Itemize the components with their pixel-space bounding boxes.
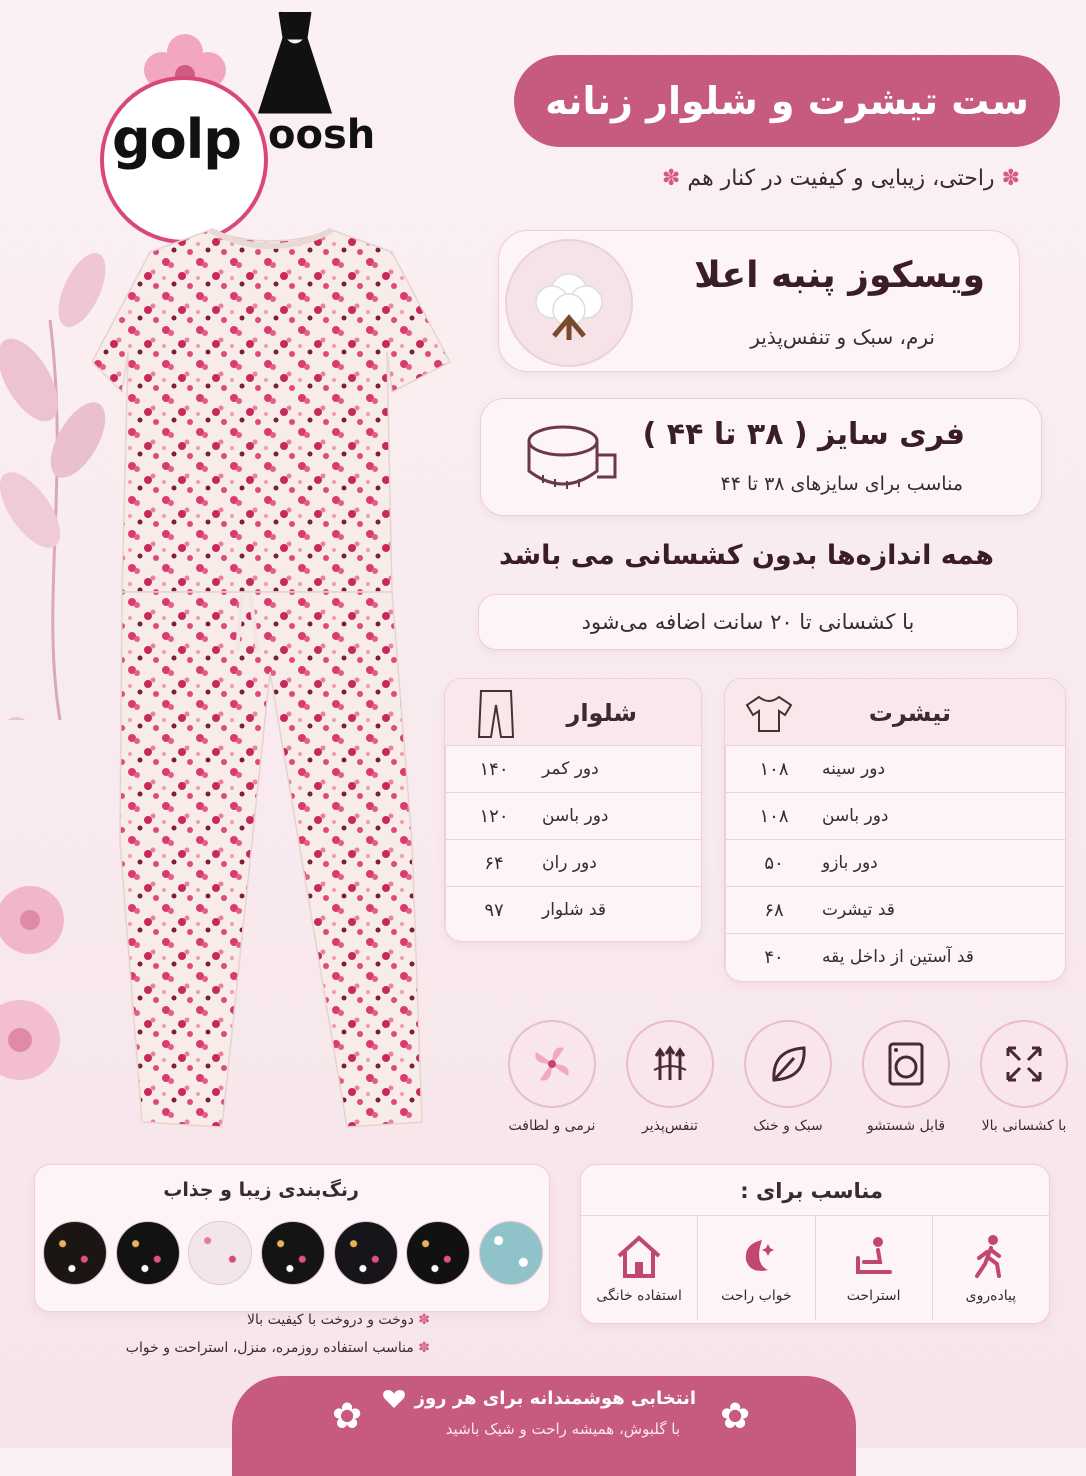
soft-swirl-icon <box>508 1020 596 1108</box>
expand-arrows-icon <box>980 1020 1068 1108</box>
walking-icon <box>967 1232 1015 1280</box>
flower-right-icon: ✿ <box>720 1396 751 1437</box>
fabric-card <box>498 230 1020 372</box>
tape-measure-icon <box>523 419 619 495</box>
stretch-heading: همه اندازه‌ها بدون کشسانی می باشد <box>498 540 994 571</box>
color-swatch[interactable] <box>406 1221 470 1285</box>
table-row <box>725 792 1065 839</box>
row-label: دور بازو <box>822 853 878 873</box>
suitable-label: استفاده خانگی <box>596 1288 682 1304</box>
colors-card <box>34 1164 550 1312</box>
color-note-1-text: دوخت و دروخت با کیفیت بالا <box>246 1312 414 1328</box>
row-value: ۱۰۸ <box>725 793 822 839</box>
feature-item <box>738 1020 838 1134</box>
page-title: ست تیشرت و شلوار زنانه <box>514 55 1060 147</box>
flower-bullet-icon: ✽ <box>413 1340 430 1356</box>
row-value: ۶۴ <box>445 840 542 886</box>
features-row <box>474 1020 1074 1134</box>
pants-size-table <box>444 678 702 942</box>
flower-bullet-icon: ✽ <box>661 166 681 191</box>
flower-bullet-icon: ✽ <box>1001 166 1020 191</box>
flower-bullet-icon: ✽ <box>413 1312 430 1328</box>
cotton-icon <box>505 239 633 367</box>
pants-table-title: شلوار <box>566 699 637 727</box>
suitable-item <box>581 1216 697 1320</box>
table-row <box>445 839 701 886</box>
swatch-row <box>43 1221 543 1285</box>
house-icon <box>615 1232 663 1280</box>
suitable-label: استراحت <box>846 1288 901 1304</box>
row-label: قد تیشرت <box>822 900 895 920</box>
fabric-desc: نرم، سبک و تنفس‌پذیر <box>750 325 935 349</box>
logo-dress-icon <box>250 8 340 122</box>
colors-title: رنگ‌بندی زیبا و جذاب <box>163 1179 359 1201</box>
leaf-icon <box>744 1020 832 1108</box>
row-value: ۵۰ <box>725 840 822 886</box>
tshirt-table-title: تیشرت <box>868 699 951 727</box>
pants-table-header <box>445 679 701 745</box>
table-row <box>445 745 701 792</box>
flower-decoration <box>0 860 90 1100</box>
row-label: دور باسن <box>822 806 889 826</box>
moon-stars-icon <box>732 1232 780 1280</box>
feature-label: با کشسانی بالا <box>981 1118 1067 1134</box>
row-value: ۴۰ <box>725 934 822 980</box>
suitable-card <box>580 1164 1050 1324</box>
color-swatch[interactable] <box>479 1221 543 1285</box>
subtitle-row <box>540 166 1020 191</box>
footer-line-1: انتخابی هوشمندانه برای هر روز <box>414 1388 696 1409</box>
row-label: دور کمر <box>542 759 599 779</box>
feature-item <box>974 1020 1074 1134</box>
row-label: دور ران <box>542 853 597 873</box>
row-label: دور سینه <box>822 759 886 779</box>
flower-left-icon: ✿ <box>332 1396 363 1437</box>
suitable-row <box>581 1215 1049 1320</box>
row-value: ۶۸ <box>725 887 822 933</box>
size-title: فری سایز ( ۳۸ تا ۴۴ ) <box>642 417 965 452</box>
table-row <box>445 792 701 839</box>
stretch-note: با کشسانی تا ۲۰ سانت اضافه می‌شود <box>478 594 1018 650</box>
color-swatch[interactable] <box>261 1221 325 1285</box>
suitable-item <box>932 1216 1049 1320</box>
row-label: قد آستین از داخل یقه <box>822 947 974 967</box>
suitable-item <box>815 1216 932 1320</box>
feature-item <box>502 1020 602 1134</box>
row-label: دور باسن <box>542 806 609 826</box>
subtitle-text: راحتی، زیبایی و کیفیت در کنار هم <box>687 166 995 191</box>
feature-label: تنفس‌پذیر <box>642 1118 698 1134</box>
table-row <box>725 933 1065 980</box>
color-note-1 <box>247 1312 430 1328</box>
tshirt-table-header <box>725 679 1065 745</box>
pajama-set-image <box>92 222 452 1142</box>
feature-label: قابل شستشو <box>866 1118 946 1134</box>
resting-icon <box>850 1232 898 1280</box>
suitable-item <box>697 1216 814 1320</box>
color-swatch[interactable] <box>334 1221 398 1285</box>
tshirt-size-table <box>724 678 1066 982</box>
table-row <box>445 886 701 933</box>
tshirt-icon <box>743 693 795 735</box>
feature-item <box>856 1020 956 1134</box>
color-note-2 <box>126 1340 430 1356</box>
logo-text-oosh: oosh <box>268 112 376 158</box>
row-value: ۱۰۸ <box>725 746 822 792</box>
table-row <box>725 839 1065 886</box>
color-swatch[interactable] <box>188 1221 252 1285</box>
footer-line-2: با گلبوش، همیشه راحت و شیک باشید <box>445 1420 680 1438</box>
color-note-2-text: مناسب استفاده روزمره، منزل، استراحت و خواب <box>125 1340 414 1356</box>
suitable-label: پیاده‌روی <box>965 1288 1017 1304</box>
pants-icon <box>475 687 517 741</box>
washing-machine-icon <box>862 1020 950 1108</box>
feature-item <box>620 1020 720 1134</box>
row-value: ۹۷ <box>445 887 542 933</box>
suitable-label: خواب راحت <box>721 1288 792 1304</box>
footer-banner <box>232 1376 856 1476</box>
feature-label: سبک و خنک <box>753 1118 823 1134</box>
size-card <box>480 398 1042 516</box>
row-value: ۱۴۰ <box>445 746 542 792</box>
heart-icon <box>382 1388 406 1410</box>
feature-label: نرمی و لطافت <box>508 1118 596 1134</box>
row-value: ۱۲۰ <box>445 793 542 839</box>
suitable-title: مناسب برای : <box>740 1179 883 1203</box>
table-row <box>725 886 1065 933</box>
color-swatch[interactable] <box>116 1221 180 1285</box>
logo-text-golp: golp <box>112 108 241 171</box>
fabric-title: ویسکوز پنبه اعلا <box>694 255 985 296</box>
airflow-icon <box>626 1020 714 1108</box>
color-swatch[interactable] <box>43 1221 107 1285</box>
size-desc: مناسب برای سایزهای ۳۸ تا ۴۴ <box>720 473 963 495</box>
row-label: قد شلوار <box>542 900 607 920</box>
table-row <box>725 745 1065 792</box>
